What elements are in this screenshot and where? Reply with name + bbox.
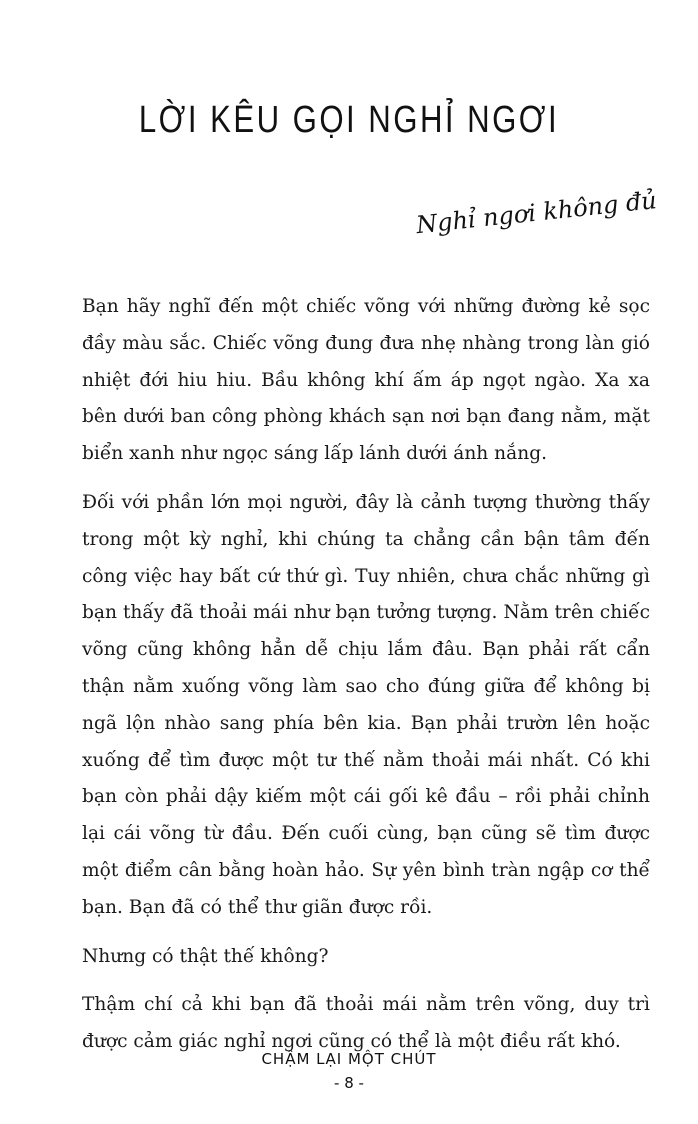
- chapter-title: LỜI KÊU GỌI NGHỈ NGƠI: [138, 99, 560, 142]
- paragraph: Thậm chí cả khi bạn đã thoải mái nằm trên võng, duy trì được cảm giác nghỉ ngơi cũng có thể là một điều rất khó.: [82, 994, 650, 1053]
- running-footer-title: CHẬM LẠI MỘT CHÚT: [261, 1050, 437, 1068]
- body-text: [82, 289, 650, 1073]
- paragraph: Đối với phần lớn mọi người, đây là cảnh tượng thường thấy trong một kỳ nghỉ, khi chúng ta chẳng cần bận tâm đến công việc hay bất cứ thứ gì. Tuy nhiên, chưa chắc những gì bạn thấy đã thoải mái như bạn tưởng tượng. Nằm trên chiếc võng cũng không hẳn dễ chịu lắm đâu. Bạn phải rất cẩn thận nằm xuống võng làm sao cho đúng giữa để không bị ngã lộn nhào sang phía bên kia. Bạn phải trườn lên hoặc xuống để tìm được một tư thế nằm thoải mái nhất. Có khi bạn còn phải dậy kiếm một cái gối kê đầu – rồi phải chỉnh lại cái võng từ đầu. Đến cuối cùng, bạn cũng sẽ tìm được một điểm cân bằng hoàn hảo. Sự yên bình tràn ngập cơ thể bạn. Bạn đã có thể thư giãn được rồi.: [82, 491, 650, 918]
- page-number: - 8 -: [334, 1074, 364, 1092]
- chapter-subtitle: Nghỉ ngơi không đủ: [414, 186, 658, 240]
- paragraph: Bạn hãy nghĩ đến một chiếc võng với những đường kẻ sọc đầy màu sắc. Chiếc võng đung đưa nhẹ nhàng trong làn gió nhiệt đới hiu hiu. Bầu không khí ấm áp ngọt ngào. Xa xa bên dưới ban công phòng khách sạn nơi bạn đang nằm, mặt biển xanh như ngọc sáng lấp lánh dưới ánh nắng.: [82, 296, 650, 465]
- paragraph: Nhưng có thật thế không?: [82, 945, 329, 967]
